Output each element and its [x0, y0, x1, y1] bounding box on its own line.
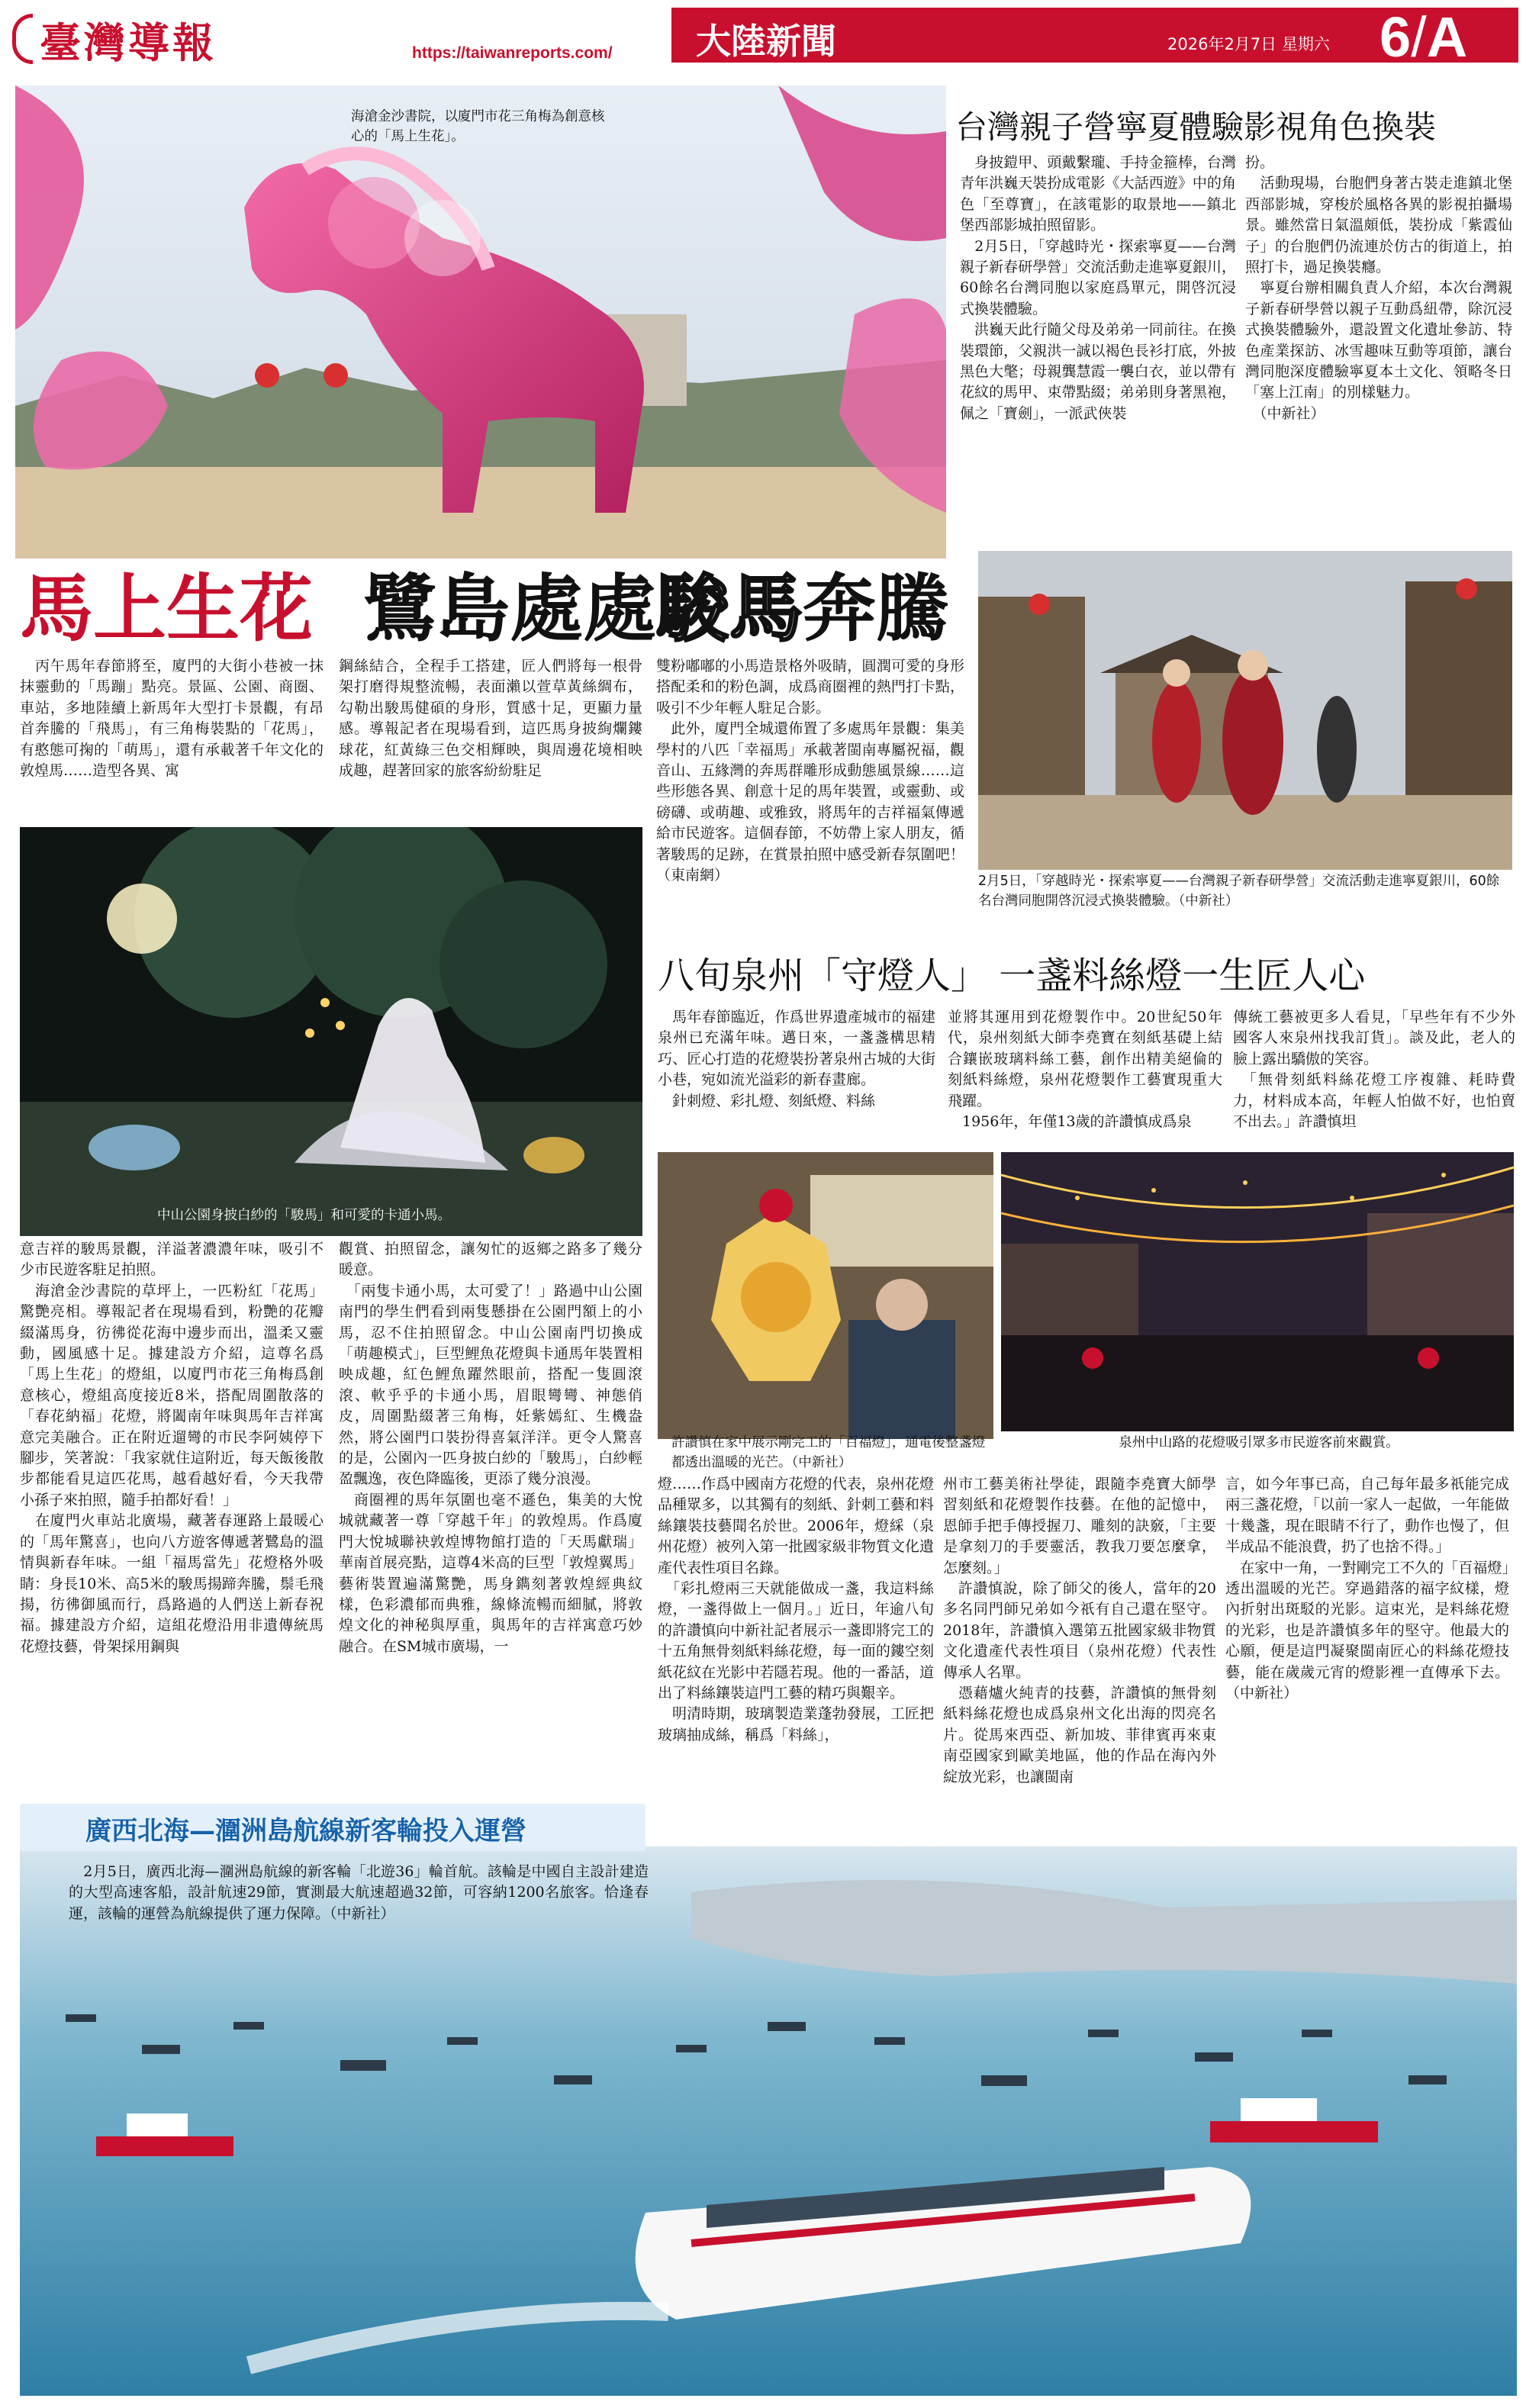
horse-headline-left: 馬上生花	[20, 566, 313, 652]
issue-date: 2026年2月7日 星期六	[1167, 35, 1330, 53]
pink-horse-caption: 海滄金沙書院，以廈門市花三角梅為創意核心的「馬上生花」。	[351, 109, 605, 144]
horse-headline-right	[363, 551, 949, 655]
horse-headline-right-b: 奔騰	[803, 566, 949, 652]
page-number: 6/A	[1380, 5, 1468, 69]
horse-text-col-1: 丙午馬年春節將至，廈門的大街小巷被一抹抹靈動的「馬蹦」點亮。景區、公園、商圈、車站，多地陸續上新馬年大型打卡景觀，有昂首奔騰的「飛馬」，有三角梅裝點的「花馬」，有憨態可掬的「萌馬」，還有承載著千年文化的敦煌馬……造型各異、寓	[20, 658, 324, 780]
lantern-text-col-1: 馬年春節臨近，作爲世界遺產城市的福建泉州已充滿年味。邁日來，一盞盞構思精巧、匠心打造的花燈裝扮著泉州古城的大街小巷，宛如流光溢彩的新春畫廊。 針刺燈、彩扎燈、刻紙燈、料絲	[658, 1009, 935, 1109]
horse-text-col-2: 鋼絲結合，全程手工搭建，匠人們將每一根骨架打磨得規整流暢，表面瀨以萱草黃絲綢布，勾勒出駿馬健碩的身形，質感十足，更顯力量感。導報記者在現場看到，這匹馬身披絢爛鏤球花，紅黃綠三色交相輝映，與周邊花境相映成趣，趕著回家的旅客紛紛駐足	[339, 658, 642, 780]
lantern-text-col-6: 言，如今年事已高，自己每年最多祇能完成兩三盞花燈，「以前一家人一起做，一年能做十幾盞，現在眼睛不行了，動作也慢了，但半成品不能浪費，扔了也捨不得。」 在家中一角，一對剛完工不久的「百福燈」透出溫暖的光芒。穿過錯落的福字紋樣，燈內折射出斑駁的光影。這束光，是料絲花燈的光彩，也是許讚慎多年的堅守。他最大的心願，便是這門凝聚閩南匠心的料絲花燈技藝，能在歲歲元宵的燈影裡一直傳承下去。（中新社）	[1225, 1476, 1509, 1702]
lantern-text-col-5: 州市工藝美術社學徒，跟隨李堯寶大師學習刻紙和花燈製作技藝。在他的記憶中，恩師手把手傳授握刀、雕刻的訣竅，「主要是拿刻刀的手要靈活，教我刀要怎麼拿，怎麼刻。」 許讚慎說，除了師父的後人，當年的20多名同門師兄弟如今祇有自己還在堅守。2018年，許讚慎入選第五批國家級非物質文化遺產代表性項目（泉州花燈）代表性傳承人名單。 憑藉爐火純青的技藝，許讚慎的無骨刻紙料絲花燈也成爲泉州文化出海的閃亮名片。從馬來西亞、新加坡、菲律賓再來東南亞國家到歐美地區，他的作品在海內外綻放光彩，也讓閩南	[943, 1476, 1216, 1785]
horse-headline-highlight: 駿馬	[656, 566, 803, 652]
horse-headline-right-a: 鷺島處處	[363, 566, 656, 652]
masthead-url[interactable]: https://taiwanreports.com/	[412, 44, 613, 62]
section-title: 大陸新聞	[696, 21, 836, 62]
costume-text-col-1: 身披鎧甲、頭戴繫瓏、手持金箍棒，台灣青年洪巍天裝扮成電影《大話西遊》中的角色「至尊寶」，在該電影的取景地——鎮北堡西部影城拍照留影。 2月5日，「穿越時光・探索寧夏——台灣親子新春研學營」交流活動走進寧夏銀川，60餘名台灣同胞以家庭爲單元，開啓沉浸式換裝體驗。 洪巍天此行隨父母及弟弟一同前往。在換裝環節，父親洪一誠以褐色長衫打底，外披黑色大氅；母親龔慧霞一襲白衣，並以帶有花紋的馬甲、束帶點綴；弟弟則身著黑袍，佩之「寶劍」，一派武俠裝	[960, 154, 1236, 422]
lantern-street-photo	[1001, 1152, 1514, 1431]
page-edition: A	[1426, 5, 1468, 69]
horse-text-col-5: 觀賞、拍照留念，讓匆忙的返鄉之路多了幾分暖意。 「兩隻卡通小馬，太可愛了！」路過中山公園南門的學生們看到兩隻懸掛在公園門額上的小馬，忍不住拍照留念。中山公園南門切換成「萌趣模式」，巨型鯉魚花燈與卡通馬年裝置相映成趣，紅色鯉魚躍然眼前，搭配一隻圓滾滾、軟乎乎的卡通小馬，眉眼彎彎、神態俏皮，周圍點綴著三角梅，妊紫嫣紅、生機盎然，將公園門口裝扮得喜氣洋洋。更令人驚喜的是，公園內一匹身披白紗的「駿馬」，白紗輕盈飄逸，夜色降臨後，更添了幾分浪漫。 商圈裡的馬年氛圍也毫不遜色，集美的大悅城就藏著一尊「穿越千年」的敦煌馬。作爲廈門大悅城聯袂敦煌博物館打造的「天馬獻瑞」華南首展亮點，這尊4米高的巨型「敦煌翼馬」藝術裝置遍滿驚艷，馬身鐫刻著敦煌經典紋樣，色彩濃郁而典雅，線條流暢而細膩，將敦煌文化的神秘與厚重，與馬年的吉祥寓意巧妙融合。在SM城市廣場，一	[339, 1241, 642, 1655]
pink-horse-photo	[15, 85, 946, 559]
page-number-digit: 6	[1380, 5, 1412, 69]
lantern-text-col-3: 傳統工藝被更多人看見，「早些年有不少外國客人來泉州找我訂貨」。談及此，老人的臉上露出驕傲的笑容。 「無骨刻紙料絲花燈工序複雜、耗時費力，材料成本高，年輕人怕做不好，也怕賣不出去。」許讚慎坦	[1233, 1009, 1515, 1131]
white-horse-photo	[20, 827, 642, 1236]
ferry-text: 2月5日，廣西北海—潿洲島航線的新客輪「北遊36」輪首航。該輪是中國自主設計建造的大型高速客船，設計航速29節，實測最大航速超過32節，可容納1200名旅客。恰逢春運，該輪的運營為航線提供了運力保障。（中新社）	[69, 1863, 649, 1922]
horse-text-col-3: 雙粉嘟嘟的小馬造景格外吸睛，圓潤可愛的身形搭配柔和的粉色調，成爲商圈裡的熱門打卡點，吸引不少年輕人駐足合影。 此外，廈門全城還佈置了多處馬年景觀：集美學村的八匹「幸福馬」承載著閩南專屬祝福，觀音山、五緣灣的奔馬群雕形成動態風景線……這些形態各異、創意十足的馬年裝置，或靈動、或磅礴、或萌趣、或雅致，將馬年的吉祥福氣傳遞給市民遊客。這個春節，不妨帶上家人朋友，循著駿馬的足跡，在賞景拍照中感受新春氛圍吧！（東南網）	[656, 658, 964, 884]
costume-text-col-2: 扮。 活動現場，台胞們身著古裝走進鎮北堡西部影城，穿梭於風格各異的影視拍攝場景。雖然當日氣溫頗低，裝扮成「紫霞仙子」的台胞們仍流連於仿古的街道上，拍照打卡，過足換裝癮。 寧夏台辦相關負責人介紹，本次台灣親子新春研學營以親子互動爲紐帶，除沉浸式換裝體驗外，還設置文化遺址參訪、特色產業探訪、冰雪趣味互動等項節，讓台灣同胞深度體驗寧夏本土文化、領略冬日「塞上江南」的別樣魅力。 （中新社）	[1245, 154, 1512, 422]
masthead-bracket-icon	[12, 14, 33, 64]
newspaper-logo[interactable]: 臺灣導報	[40, 18, 217, 67]
ferry-headline-box	[20, 1804, 645, 1851]
lantern-craftsman-caption: 許讚慎在家中展示剛完工的「百福燈」，通電後整盞燈都透出溫暖的光芒。（中新社）	[671, 1435, 986, 1470]
masthead	[0, 0, 1526, 76]
lantern-headline: 八旬泉州「守燈人」 一盞料絲燈一生匠人心	[658, 955, 1366, 997]
lantern-street-caption: 泉州中山路的花燈吸引眾多市民遊客前來觀賞。	[1119, 1435, 1399, 1450]
horse-text-col-4: 意吉祥的駿馬景觀，洋溢著濃濃年味，吸引不少市民遊客駐足拍照。 海滄金沙書院的草坪上，一匹粉紅「花馬」驚艷亮相。導報記者在現場看到，粉艷的花瓣綴滿馬身，彷彿從花海中邊步而出，溫柔又靈動，國風感十足。據建設方介紹，這尊名爲「馬上生花」的燈組，以廈門市花三角梅爲創意核心，燈組高度接近8米，搭配周圍散落的「春花納福」花燈，將闔南年味與馬年吉祥寓意完美融合。正在附近遛彎的市民李阿姨停下腳步，笑著說：「我家就住這附近，每天飯後散步都能看見這匹花馬，越看越好看，今天我帶小孫子來拍照，隨手拍都好看！」 在廈門火車站北廣場，藏著春運路上最暖心的「馬年驚喜」，也向八方遊客傳遞著鷺島的溫情與新春年味。一組「福馬當先」花燈格外吸睛：身長10米、高5米的駿馬揚蹄奔騰，鬃毛飛揚，彷彿御風而行，爲路過的人們送上新春祝福。據建設方介紹，這組花燈沿用非遺傳統馬花燈技藝，骨架採用鋼與	[20, 1241, 324, 1655]
costume-photo	[978, 551, 1512, 870]
ferry-headline: 廣西北海—潿洲島航線新客輪投入運營	[85, 1816, 526, 1846]
lantern-text-col-4: 燈……作爲中國南方花燈的代表，泉州花燈品種眾多，以其獨有的刻紙、針刺工藝和料絲鑲裝技藝聞名於世。2006年，燈綵（泉州花燈）被列入第一批國家級非物質文化遺產代表性項目名錄。 「彩扎燈兩三天就能做成一盞，我這料絲燈，一盞得做上一個月。」近日，年逾八旬的許讚慎向中新社記者展示一盞即將完工的十五角無骨刻紙料絲花燈，每一面的鏤空刻紙花紋在光影中若隱若現。他的一番話，道出了料絲鑲裝這門工藝的精巧與艱辛。 明清時期，玻璃製造業蓬勃發展，工匠把玻璃抽成絲，稱爲「料絲」，	[658, 1476, 934, 1743]
lantern-craftsman-photo	[658, 1152, 993, 1439]
costume-headline: 台灣親子營寧夏體驗影視角色換裝	[955, 108, 1437, 146]
costume-photo-caption: 2月5日，「穿越時光・探索寧夏——台灣親子新春研學營」交流活動走進寧夏銀川，60餘名台灣同胞開啓沉浸式換裝體驗。（中新社）	[978, 874, 1500, 909]
lantern-text-col-2: 並將其運用到花燈製作中。20世紀50年代，泉州刻紙大師李堯寶在刻紙基礎上結合鑲嵌玻璃料絲工藝，創作出精美絕倫的刻紙料絲燈，泉州花燈製作工藝實現重大飛躍。 1956年，年僅13歲的許讚慎成爲泉	[948, 1009, 1222, 1131]
white-horse-caption: 中山公園身披白紗的「駿馬」和可愛的卡通小馬。	[157, 1208, 451, 1223]
